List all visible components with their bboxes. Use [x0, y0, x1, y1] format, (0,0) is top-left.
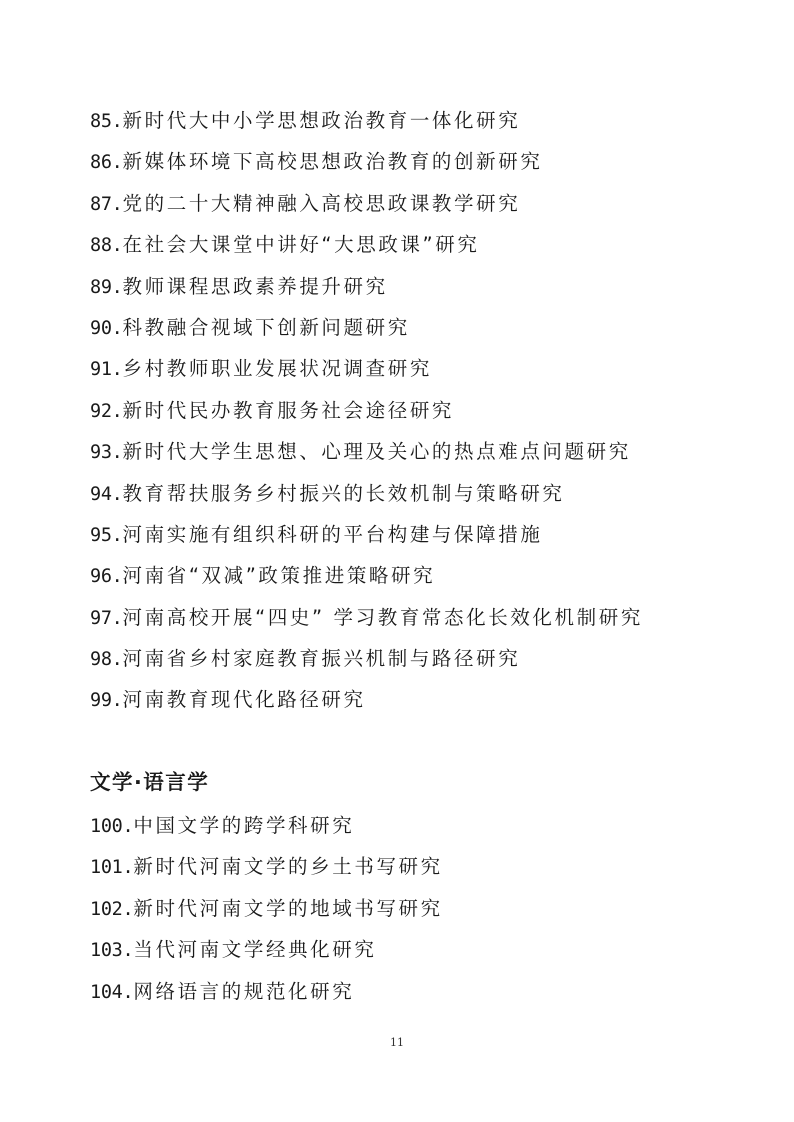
item-text: 河南省乡村家庭教育振兴机制与路径研究 — [122, 647, 521, 671]
item-text: 河南实施有组织科研的平台构建与保障措施 — [122, 522, 543, 546]
item-number: 100. — [90, 816, 134, 837]
item-text: 教育帮扶服务乡村振兴的长效机制与策略研究 — [122, 481, 565, 505]
item-number: 96. — [90, 566, 123, 588]
item-number: 103. — [90, 940, 134, 962]
list-item — [90, 473, 770, 514]
list-item — [90, 100, 770, 141]
item-number: 99. — [90, 690, 123, 712]
item-text: 党的二十大精神融入高校思政课教学研究 — [122, 191, 521, 215]
list-item — [90, 224, 770, 265]
list-item — [90, 597, 770, 638]
item-number: 90. — [90, 317, 123, 339]
section-heading: 文学·语言学 — [90, 770, 210, 794]
list-item — [90, 929, 770, 970]
list-item — [90, 141, 770, 182]
item-text: 新时代河南文学的地域书写研究 — [133, 896, 443, 920]
item-number: 94. — [90, 483, 123, 505]
item-text: 新时代河南文学的乡土书写研究 — [133, 855, 443, 879]
item-text: 乡村教师职业发展状况调查研究 — [122, 357, 432, 381]
item-text: 科教融合视域下创新问题研究 — [122, 315, 410, 339]
list-item — [90, 431, 770, 472]
topic-list-education — [90, 100, 770, 721]
item-text: 河南教育现代化路径研究 — [122, 688, 366, 712]
item-text: 新媒体环境下高校思想政治教育的创新研究 — [122, 150, 543, 174]
item-text: 网络语言的规范化研究 — [133, 979, 355, 1003]
list-item — [90, 971, 770, 1012]
list-item — [90, 183, 770, 224]
item-number: 97. — [90, 607, 123, 629]
page-number: 11 — [390, 1036, 404, 1049]
item-text: 在社会大课堂中讲好“大思政课”研究 — [122, 233, 480, 257]
list-item — [90, 846, 770, 887]
list-item — [90, 307, 770, 348]
list-item — [90, 266, 770, 307]
item-text: 当代河南文学经典化研究 — [133, 938, 377, 962]
item-text: 新时代民办教育服务社会途径研究 — [122, 398, 455, 422]
item-number: 89. — [90, 276, 123, 298]
list-item — [90, 888, 770, 929]
item-number: 104. — [90, 981, 134, 1003]
list-item — [90, 555, 770, 596]
item-text: 新时代大中小学思想政治教育一体化研究 — [122, 109, 521, 132]
item-text: 中国文学的跨学科研究 — [133, 814, 355, 837]
item-number: 93. — [90, 442, 123, 464]
item-number: 92. — [90, 400, 123, 422]
item-number: 87. — [90, 193, 123, 215]
item-number: 88. — [90, 235, 123, 257]
item-number: 98. — [90, 649, 123, 671]
item-number: 101. — [90, 857, 134, 879]
item-number: 91. — [90, 359, 123, 381]
item-text: 河南省“双减”政策推进策略研究 — [122, 564, 436, 588]
item-number: 102. — [90, 898, 134, 920]
list-item — [90, 390, 770, 431]
list-item — [90, 679, 770, 720]
item-number: 85. — [90, 111, 123, 132]
item-text: 新时代大学生思想、心理及关心的热点难点问题研究 — [122, 440, 631, 464]
item-text: 教师课程思政素养提升研究 — [122, 274, 388, 298]
item-text: 河南高校开展“四史” 学习教育常态化长效化机制研究 — [122, 605, 643, 629]
list-item — [90, 638, 770, 679]
topic-list-literature — [90, 805, 770, 1012]
list-item — [90, 805, 770, 846]
list-item — [90, 348, 770, 389]
list-item — [90, 514, 770, 555]
item-number: 86. — [90, 152, 123, 174]
item-number: 95. — [90, 524, 123, 546]
